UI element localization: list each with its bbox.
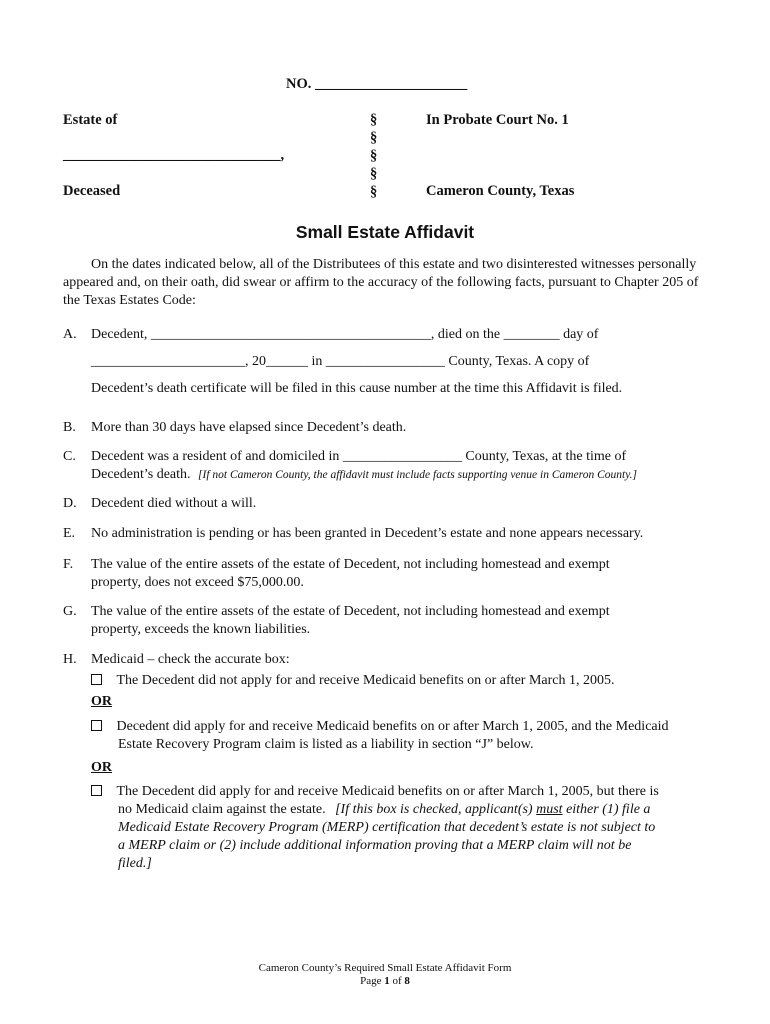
checkbox-merp-claim-listed[interactable] (91, 720, 102, 731)
section-mark: § (370, 112, 378, 128)
option-2-line1: Decedent did apply for and receive Medicaid benefits on or after March 1, 2005, and the Medicaid (116, 719, 669, 734)
item-a-line3: Decedent’s death certificate will be filed in this cause number at the time this Affidavit is filed. (91, 381, 623, 396)
item-a-line1: Decedent, ________________________________________, died on the ________ day of (91, 327, 599, 342)
footer-page-number (0, 975, 770, 988)
item-g-letter: G. (63, 604, 77, 619)
section-mark: § (370, 130, 378, 146)
option-2-line2: Estate Recovery Program claim is listed as a liability in section “J” below. (118, 737, 534, 752)
option-3-line5: filed.] (118, 856, 152, 871)
item-g-line1: The value of the entire assets of the estate of Decedent, not including homestead and exempt (91, 604, 610, 619)
item-g-line2: property, exceeds the known liabilities. (91, 622, 311, 637)
cause-number-line: NO. _____________________ (286, 76, 468, 92)
decedent-name-blank: ______________________________, (63, 147, 285, 163)
item-b-letter: B. (63, 420, 76, 435)
probate-court-label: In Probate Court No. 1 (426, 112, 569, 128)
option-3-line2c: either (1) file a (566, 802, 651, 817)
option-3-line2 (118, 802, 650, 818)
item-e-letter: E. (63, 526, 76, 541)
footer-form-title: Cameron County’s Required Small Estate Affidavit Form (258, 962, 512, 974)
estate-of-label: Estate of (63, 112, 118, 128)
checkbox-no-medicaid[interactable] (91, 674, 102, 685)
item-d-letter: D. (63, 496, 77, 511)
deceased-label: Deceased (63, 183, 121, 199)
item-d-text: Decedent died without a will. (91, 496, 257, 511)
page-of: of (392, 975, 402, 987)
checkbox-no-medicaid-claim[interactable] (91, 785, 102, 796)
or-separator: OR (91, 760, 112, 775)
option-1-text: The Decedent did not apply for and receive Medicaid benefits on or after March 1, 2005. (116, 673, 615, 688)
item-c-line2-wrap (91, 467, 637, 483)
option-3-line1: The Decedent did apply for and receive Medicaid benefits on or after March 1, 2005, but there is (116, 784, 659, 799)
medicaid-option-2 (91, 719, 669, 735)
medicaid-option-3 (91, 784, 659, 800)
item-a-letter: A. (63, 327, 77, 342)
item-c-venue-note: [If not Cameron County, the affidavit must include facts supporting venue in Cameron County.] (198, 469, 638, 481)
item-f-line2: property, does not exceed $75,000.00. (91, 575, 304, 590)
or-separator: OR (91, 694, 112, 709)
item-e-text: No administration is pending or has been granted in Decedent’s estate and none appears necessary. (91, 526, 644, 541)
county-label: Cameron County, Texas (426, 183, 575, 199)
medicaid-option-1 (91, 673, 614, 689)
item-b-text: More than 30 days have elapsed since Decedent’s death. (91, 420, 407, 435)
document-title: Small Estate Affidavit (295, 222, 475, 242)
section-mark: § (370, 184, 378, 200)
intro-paragraph: On the dates indicated below, all of the Distributees of this estate and two disinterested witnesses personally appeared and, on their oath, did swear or affirm to the accuracy of the following facts, pursuant to Chapter 205 of the Texas Estates Code: (63, 257, 699, 308)
item-f-letter: F. (63, 557, 74, 572)
item-c-line1: Decedent was a resident of and domiciled in _________________ County, Texas, at the time of (91, 449, 627, 464)
item-f-line1: The value of the entire assets of the estate of Decedent, not including homestead and exempt (91, 557, 610, 572)
item-h-letter: H. (63, 652, 77, 667)
option-3-must: must (536, 802, 563, 817)
option-3-line3: Medicaid Estate Recovery Program (MERP) certification that decedent’s estate is not subject to (118, 820, 656, 835)
option-3-line2b: [If this box is checked, applicant(s) (335, 802, 533, 817)
item-a-line2: ______________________, 20______ in _________________ County, Texas. A copy of (91, 354, 590, 369)
section-mark: § (370, 148, 378, 164)
page-prefix: Page (360, 975, 382, 987)
item-c-letter: C. (63, 449, 76, 464)
page-current: 1 (384, 975, 390, 987)
page-total: 8 (404, 975, 410, 987)
option-3-line4: a MERP claim or (2) include additional information proving that a MERP claim will not be (118, 838, 632, 853)
item-c-line2: Decedent’s death. (91, 467, 191, 482)
section-mark: § (370, 166, 378, 182)
item-h-heading: Medicaid – check the accurate box: (91, 652, 290, 667)
option-3-line2a: no Medicaid claim against the estate. (118, 802, 326, 817)
